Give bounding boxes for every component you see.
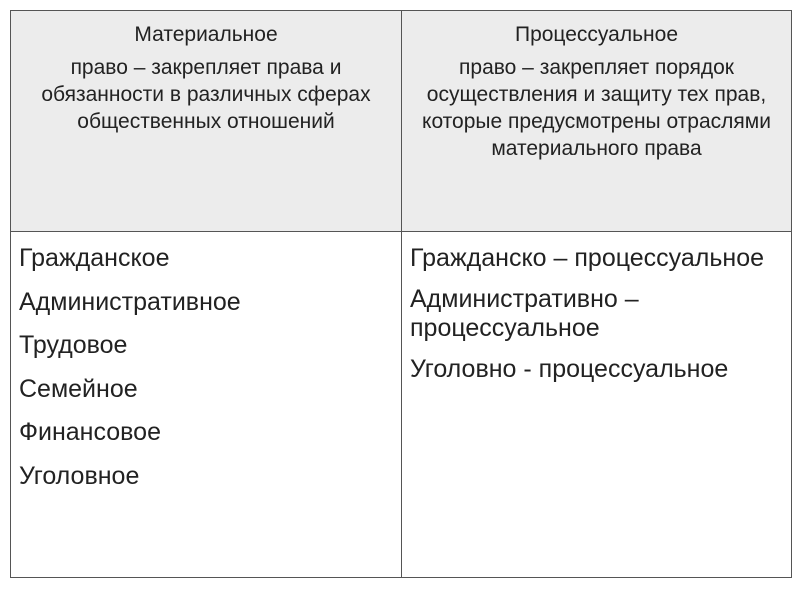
- list-item: Трудовое: [19, 331, 128, 359]
- list-item: Уголовное: [19, 461, 140, 490]
- list-item: Уголовно - процессуальное: [410, 355, 729, 383]
- header-cell-material: [11, 11, 402, 232]
- list-item: Административно – процессуальное: [410, 285, 639, 342]
- branches-row: [11, 232, 792, 578]
- list-item: Гражданско – процессуальное: [410, 244, 765, 272]
- branches-cell-procedural: [402, 232, 792, 578]
- list-item: Финансовое: [19, 418, 161, 446]
- list-item: Административное: [19, 287, 241, 316]
- list-item: Гражданское: [19, 244, 170, 272]
- column-title-material: Материальное: [134, 23, 278, 46]
- header-row: [11, 11, 792, 232]
- law-comparison-table: [10, 10, 792, 578]
- material-branches-list: [11, 232, 401, 491]
- list-item: Семейное: [19, 374, 138, 403]
- column-description-procedural: право – закрепляет порядок осуществления и защиту тех прав, которые предусмотрены отраслями материального права: [422, 56, 771, 160]
- branches-cell-material: [11, 232, 402, 578]
- procedural-branches-list: [402, 232, 791, 384]
- header-cell-procedural: [402, 11, 792, 232]
- column-title-procedural: Процессуальное: [514, 23, 679, 46]
- column-description-material: право – закрепляет права и обязанности в различных сферах общественных отношений: [41, 56, 371, 133]
